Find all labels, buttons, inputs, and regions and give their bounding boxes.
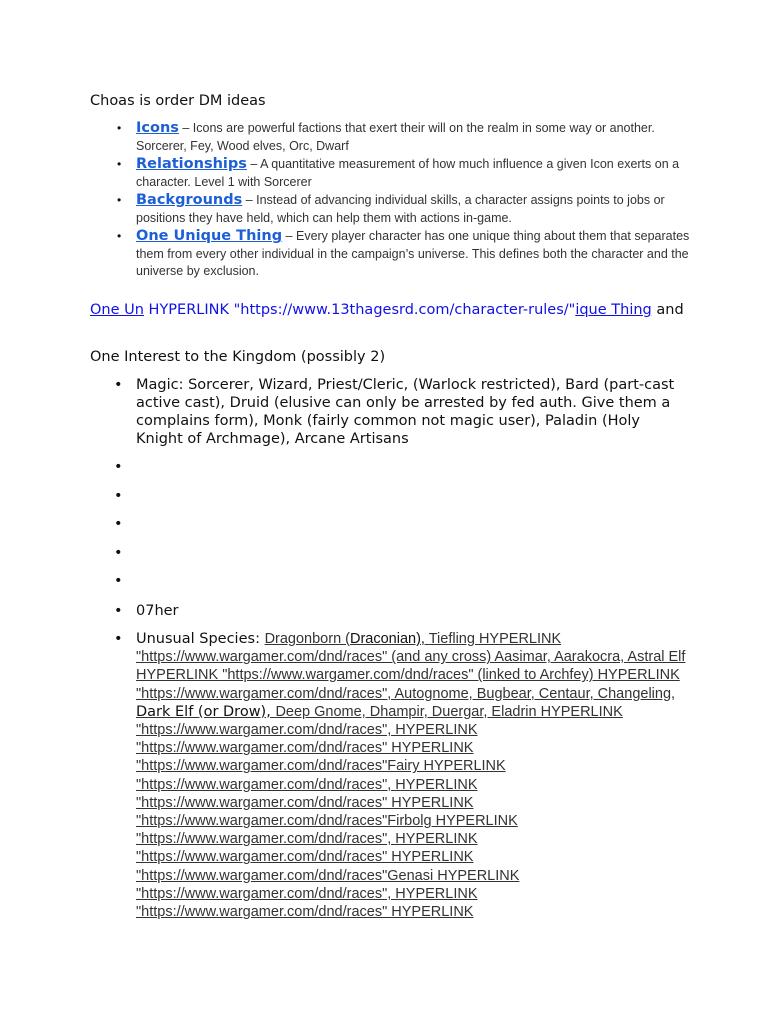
- one-unique-thing-link[interactable]: One Unique Thing: [136, 228, 283, 244]
- bullet-icon: •: [114, 487, 123, 504]
- relationships-description: – A quantitative measurement of how much influence a given Icon exerts on a character. Level 1 with Sorcerer: [136, 157, 680, 189]
- link-line-trailing-text: and: [651, 302, 684, 318]
- definition-item-backgrounds: [90, 192, 690, 227]
- bullet-icon: •: [114, 377, 123, 393]
- hyperlink-text-start[interactable]: One Un: [90, 302, 144, 318]
- definition-item-one-unique-thing: [90, 228, 690, 281]
- definition-list: [90, 120, 690, 282]
- empty-list-item: [90, 572, 690, 590]
- one-unique-thing-description: – Every player character has one unique thing about them that separates them from every other individual in the campaign’s universe. This defines both the character and the universe by exclusion.: [136, 229, 690, 278]
- species-text-part3[interactable]: Tiefling HYPERLINK "https://www.wargamer.com/dnd/races" (and any cross) Aasimar, Aarakocra, Astral Elf HYPERLINK "https://www.wargamer.com/dnd/races" (linked to Archfey) HYPERLINK "https://www.wargamer.com/dnd/races", Autognome, Bugbear, Centaur, Changeling,: [136, 631, 686, 702]
- bullet-icon: •: [114, 516, 123, 532]
- bullet-icon: •: [117, 229, 122, 243]
- backgrounds-description: – Instead of advancing individual skills, a character assigns points to jobs or positions they have held, which can help them with actions in-game.: [136, 193, 665, 225]
- interest-item-other: [90, 602, 690, 620]
- icons-description: – Icons are powerful factions that exert their will on the realm in some way or another. Sorcerer, Fey, Wood elves, Orc, Dwarf: [136, 121, 655, 153]
- one-unique-thing-hyperlink-line: [90, 301, 690, 319]
- species-text-part1[interactable]: Dragonborn (: [264, 631, 350, 647]
- species-label: Unusual Species:: [136, 631, 265, 647]
- bullet-icon: •: [117, 157, 122, 171]
- magic-text: Magic: Sorcerer, Wizard, Priest/Cleric, (Warlock restricted), Bard (part-cast active cast), Druid (elusive can only be arrested by fed auth. Give them a complains form), Monk (fairly common not magic user), Paladin (Holy Knight of Archmage), Arcane Artisans: [136, 377, 675, 447]
- definition-item-relationships: [90, 156, 690, 191]
- hyperlink-text-end[interactable]: ique Thing: [575, 302, 652, 318]
- species-text-part2: Draconian),: [350, 631, 429, 647]
- bullet-icon: •: [114, 631, 123, 647]
- interest-item-unusual-species: [90, 630, 690, 921]
- bullet-icon: •: [114, 573, 123, 589]
- document-title: Choas is order DM ideas: [90, 93, 266, 109]
- bullet-icon: •: [114, 544, 123, 561]
- bullet-icon: •: [114, 603, 123, 619]
- other-text: 07her: [136, 603, 179, 619]
- bullet-icon: •: [117, 193, 122, 207]
- interest-list: [90, 376, 690, 921]
- empty-list-item: [90, 515, 690, 533]
- empty-list-item: [90, 458, 690, 476]
- icons-link[interactable]: Icons: [136, 120, 179, 136]
- bullet-icon: •: [114, 459, 123, 475]
- species-hyperlink-text[interactable]: [136, 631, 685, 920]
- interest-item-magic: [90, 376, 690, 448]
- bullet-icon: •: [117, 121, 122, 135]
- empty-list-item: [90, 487, 690, 505]
- hyperlink-field-code[interactable]: HYPERLINK "https://www.13thagesrd.com/character-rules/": [143, 302, 576, 318]
- interest-heading: One Interest to the Kingdom (possibly 2): [90, 349, 386, 365]
- species-text-part5[interactable]: Deep Gnome, Dhampir, Duergar, Eladrin HYPERLINK "https://www.wargamer.com/dnd/races", HYPERLINK "https://www.wargamer.com/dnd/races" HYPERLINK "https://www.wargamer.com/dnd/races"Fairy HYPERLINK "https://www.wargamer.com/dnd/races", HYPERLINK "https://www.wargamer.com/dnd/races" HYPERLINK "https://www.wargamer.com/dnd/races"Firbolg HYPERLINK "https://www.wargamer.com/dnd/races", HYPERLINK "https://www.wargamer.com/dnd/races" HYPERLINK "https://www.wargamer.com/dnd/races"Genasi HYPERLINK "https://www.wargamer.com/dnd/races", HYPERLINK "https://www.wargamer.com/dnd/races" HYPERLINK: [136, 703, 623, 921]
- definition-item-icons: [90, 120, 690, 155]
- empty-list-item: [90, 544, 690, 562]
- relationships-link[interactable]: Relationships: [136, 156, 247, 172]
- species-text-part4: Dark Elf (or Drow),: [136, 703, 276, 720]
- backgrounds-link[interactable]: Backgrounds: [136, 192, 243, 208]
